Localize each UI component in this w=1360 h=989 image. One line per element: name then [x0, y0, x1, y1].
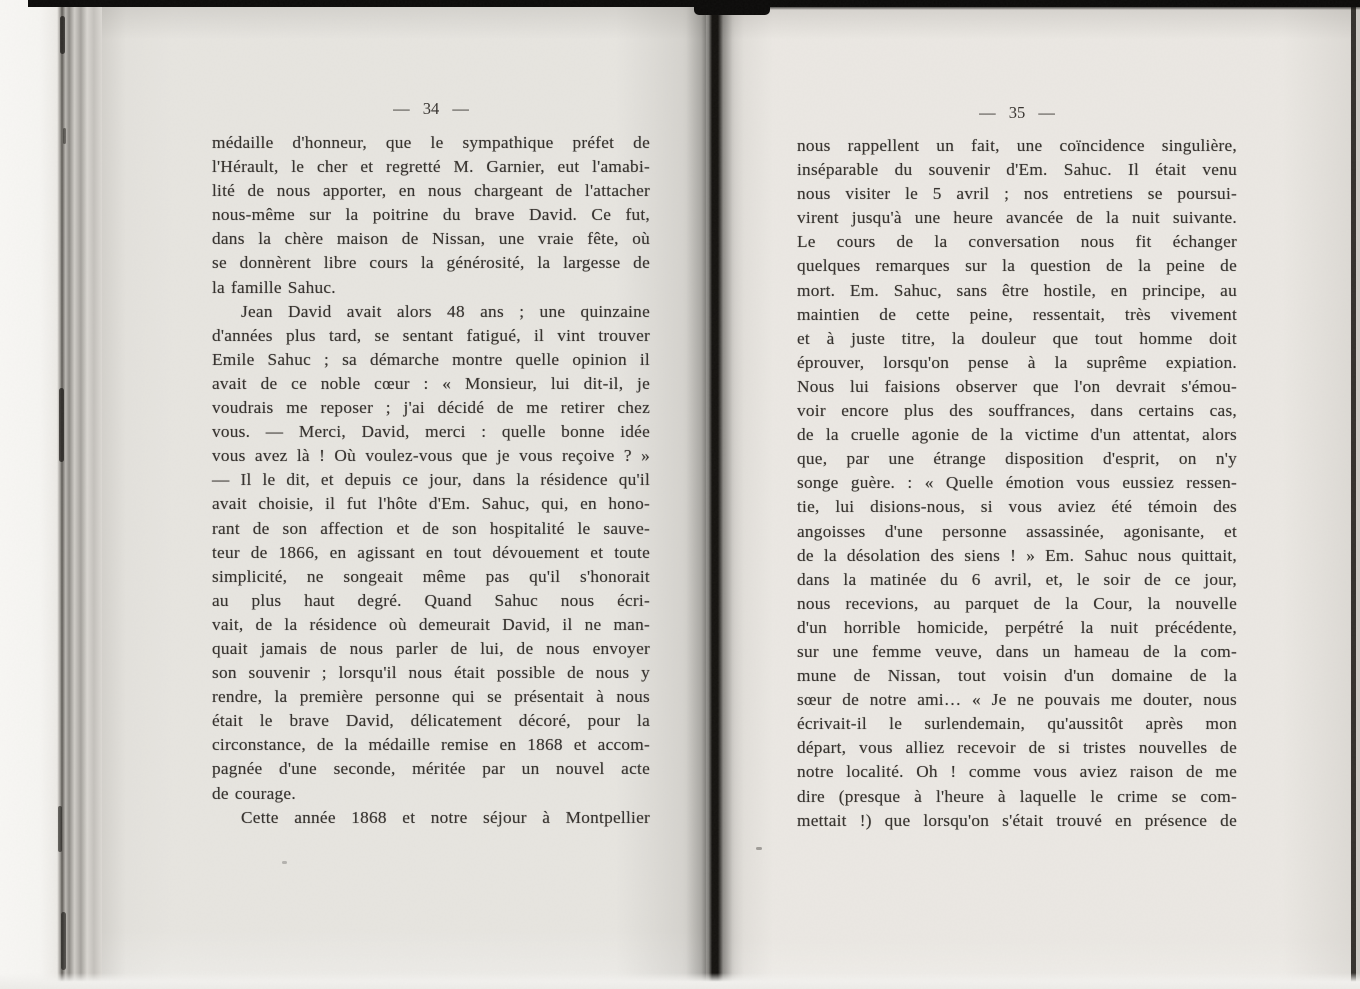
text-line: Cette année 1868 et notre séjour à Montpellier — [241, 807, 650, 827]
text-line: départ, vous alliez recevoir de si tristes nouvelles de — [797, 738, 1237, 758]
text-line: maintien de cette peine, ressentait, très vivement — [797, 304, 1237, 324]
scan-artifact — [60, 16, 65, 54]
text-line: Nous lui faisions observer que l'on devrait s'émou- — [797, 376, 1237, 396]
text-line: avait de ce noble cœur : « Monsieur, lui dit-il, je — [212, 373, 650, 393]
scan-artifact — [63, 128, 66, 144]
text-line: son souvenir ; lorsqu'il nous était possible de nous y — [212, 663, 650, 683]
text-line: l'Hérault, le cher et regretté M. Garnier, eut l'amabi- — [212, 157, 650, 177]
left-page-text-block — [212, 131, 650, 830]
text-line: dans la chère maison de Nissan, une vraie fête, où — [212, 229, 650, 249]
text-line: vait, de la résidence où demeurait David, il ne man- — [212, 614, 650, 634]
scan-artifact — [756, 847, 762, 850]
text-line: se donnèrent libre cours la générosité, la largesse de — [212, 253, 650, 273]
text-line: Jean David avait alors 48 ans ; une quinzaine — [241, 301, 650, 321]
text-line: et à juste titre, la douleur que tout homme doit — [797, 328, 1237, 348]
text-line: d'années plus tard, se sentant fatigué, il vint trouver — [212, 325, 650, 345]
text-line: de la désolation des siens ! » Em. Sahuc nous quittait, — [797, 545, 1237, 565]
page-number-35: — 35 — — [979, 103, 1055, 122]
page-number-34: — 34 — — [393, 99, 469, 118]
text-line: — Il le dit, et depuis ce jour, dans la résidence qu'il — [212, 470, 650, 490]
right-page-edge-paper — [1356, 0, 1360, 989]
text-line: simplicité, ne songeait même pas qu'il s'honorait — [212, 566, 650, 586]
page-edge-stack — [57, 0, 102, 989]
scan-top-edge-right — [770, 0, 1360, 10]
text-line: d'un horrible homicide, perpétré la nuit précédente, — [797, 617, 1237, 637]
text-line: Le cours de la conversation nous fit échanger — [797, 232, 1237, 252]
text-line: nous rappellent un fait, une coïncidence singulière, — [797, 136, 1237, 155]
text-line: tie, lui disions-nous, si vous aviez été témoin des — [797, 497, 1237, 517]
text-line: sœur de notre ami… « Je ne pouvais me douter, nous — [797, 690, 1237, 710]
scan-bottom-edge — [0, 973, 1360, 989]
text-line: virent jusqu'à une heure avancée de la nuit suivante. — [797, 208, 1237, 228]
text-line: notre localité. Oh ! comme vous aviez raison de me — [797, 762, 1237, 782]
right-page-text-block — [797, 134, 1237, 833]
text-line: dire (presque à l'heure à laquelle le crime se com- — [797, 786, 1237, 806]
text-line: nous recevions, au parquet de la Cour, la nouvelle — [797, 593, 1237, 613]
text-line: dans la matinée du 6 avril, et, le soir de ce jour, — [797, 569, 1237, 589]
text-line: sur une femme veuve, dans un hameau de la com- — [797, 641, 1237, 661]
scan-artifact — [61, 912, 66, 970]
text-line: nous-même sur la poitrine du brave David. Ce fut, — [212, 205, 650, 225]
text-line: au plus haut degré. Quand Sahuc nous écri- — [212, 590, 650, 610]
text-line: de courage. — [212, 783, 296, 803]
text-line: angoisses d'une personne assassinée, agonisante, et — [797, 521, 1237, 541]
text-line: était le brave David, délicatement décoré, pour la — [212, 711, 650, 731]
scan-artifact — [282, 861, 287, 864]
text-line: médaille d'honneur, que le sympathique préfet de — [212, 133, 650, 152]
scan-top-gutter-notch — [694, 0, 770, 15]
text-line: que, par une étrange disposition d'esprit, on n'y — [797, 449, 1237, 469]
text-line: pagnée d'une seconde, méritée par un nouvel acte — [212, 759, 650, 779]
text-line: teur de 1866, en agissant en tout dévouement et toute — [212, 542, 650, 562]
text-line: écrivait-il le surlendemain, qu'aussitôt après mon — [797, 714, 1237, 734]
text-line: songe guère. : « Quelle émotion vous eussiez ressen- — [797, 473, 1237, 493]
text-line: rant de son affection et de son hospitalité le sauve- — [212, 518, 650, 538]
text-line: avait choisie, il fut l'hôte d'Em. Sahuc, qui, en hono- — [212, 494, 650, 514]
text-line: éprouver, lorsqu'on pense à la suprême expiation. — [797, 352, 1237, 372]
gutter-shadow — [686, 0, 744, 989]
text-line: quait jamais de nous parler de lui, de nous envoyer — [212, 638, 650, 658]
scanner-background-strip — [0, 0, 57, 989]
text-line: mettait !) que lorsqu'on s'était trouvé en présence de — [797, 810, 1237, 830]
text-line: mort. Em. Sahuc, sans être hostile, en principe, au — [797, 280, 1237, 300]
text-line: circonstance, de la médaille remise en 1868 et accom- — [212, 735, 650, 755]
text-line: voudrais me reposer ; j'ai décidé de me retirer chez — [212, 398, 650, 418]
text-line: rendre, la première personne qui se présentait à nous — [212, 687, 650, 707]
text-line: de la cruelle agonie de la victime d'un attentat, alors — [797, 425, 1237, 445]
text-line: nous visiter le 5 avril ; nos entretiens se poursui- — [797, 184, 1237, 204]
text-line: Emile Sahuc ; sa démarche montre quelle opinion il — [212, 349, 650, 369]
text-line: inséparable du souvenir d'Em. Sahuc. Il était venu — [797, 160, 1237, 180]
scan-artifact — [59, 388, 64, 462]
scan-artifact — [58, 806, 62, 852]
text-line: lité de nous apporter, en nous chargeant de l'attacher — [212, 181, 650, 201]
text-line: voir encore plus des souffrances, dans certains cas, — [797, 401, 1237, 421]
text-line: vous. — Merci, David, merci : quelle bonne idée — [212, 422, 650, 442]
text-line: quelques remarques sur la question de la peine de — [797, 256, 1237, 276]
text-line: vous avez là ! Où voulez-vous que je vous reçoive ? » — [212, 446, 650, 466]
text-line: mune de Nissan, tout voisin d'un domaine de la — [797, 666, 1237, 686]
text-line: la famille Sahuc. — [212, 277, 336, 297]
